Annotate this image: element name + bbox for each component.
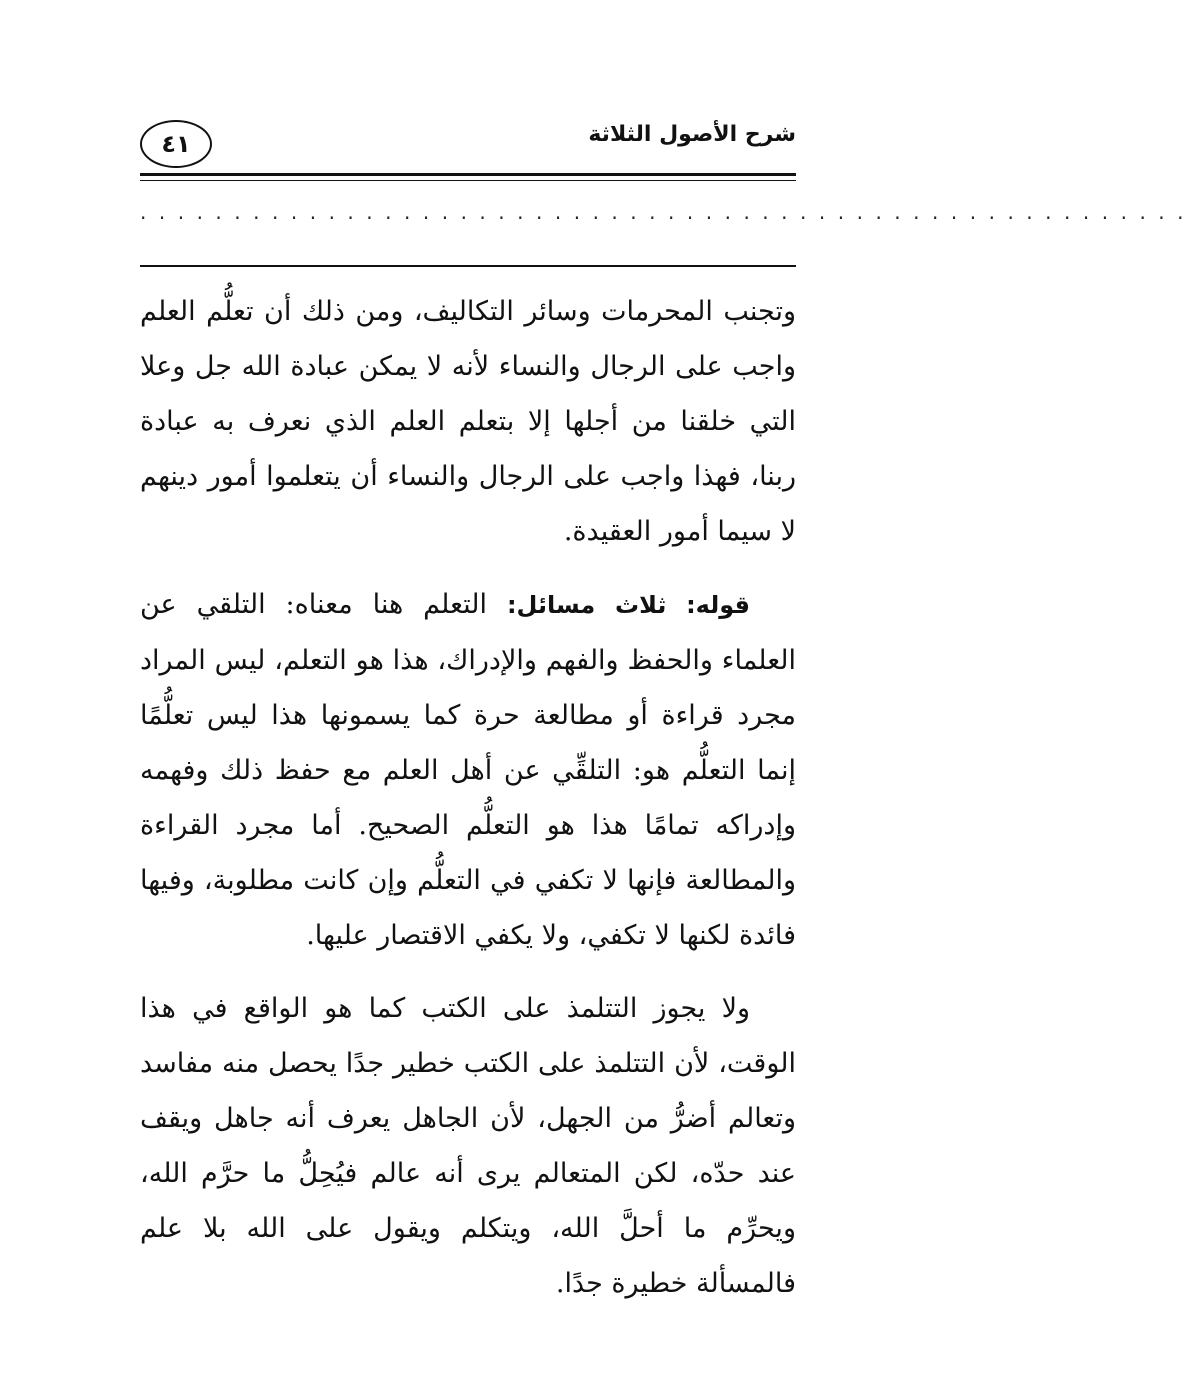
running-header-title: شرح الأصول الثلاثة [588, 122, 796, 147]
header-rule-thin [140, 180, 796, 181]
paragraph-1: وتجنب المحرمات وسائر التكاليف، ومن ذلك أن تعلُّم العلم واجب على الرجال والنساء لأنه لا يمكن عبادة الله جل وعلا التي خلقنا من أجلها إلا بتعلم العلم الذي نعرف به عبادة ربنا، فهذا واجب على الرجال والنساء أن يتعلموا أمور دينهم لا سيما أمور العقيدة. [140, 296, 796, 547]
body-text [140, 284, 796, 1311]
paragraph-2-text: التعلم هنا معناه: التلقي عن العلماء والحفظ والفهم والإدراك، هذا هو التعلم، ليس المراد مجرد قراءة أو مطالعة حرة كما يسمونها هذا ليس تعلُّمًا إنما التعلُّم هو: التلقِّي عن أهل العلم مع حفظ ذلك وفهمه وإدراكه تمامًا هذا هو التعلُّم الصحيح. أما مجرد القراءة والمطالعة فإنها لا تكفي في التعلُّم وإن كانت مطلوبة، وفيها فائدة لكنها لا تكفي، ولا يكفي الاقتصار عليها. [140, 589, 796, 951]
page-number: ٤١ [161, 130, 191, 158]
paragraph-2 [140, 577, 796, 963]
page-number-oval [140, 120, 212, 168]
dotted-separator: ........................................................ [140, 200, 1196, 224]
header-rule-thick [140, 173, 796, 176]
paragraph-2-lead: قوله: ثلاث مسائل: [506, 591, 751, 619]
section-rule [140, 265, 796, 267]
paragraph-3: ولا يجوز التتلمذ على الكتب كما هو الواقع في هذا الوقت، لأن التتلمذ على الكتب خطير جدًا يحصل منه مفاسد وتعالم أضرُّ من الجهل، لأن الجاهل يعرف أنه جاهل ويقف عند حدّه، لكن المتعالم يرى أنه عالم فيُحِلُّ ما حرَّم الله، ويحرِّم ما أحلَّ الله، ويتكلم ويقول على الله بلا علم فالمسألة خطيرة جدًا. [140, 993, 796, 1299]
